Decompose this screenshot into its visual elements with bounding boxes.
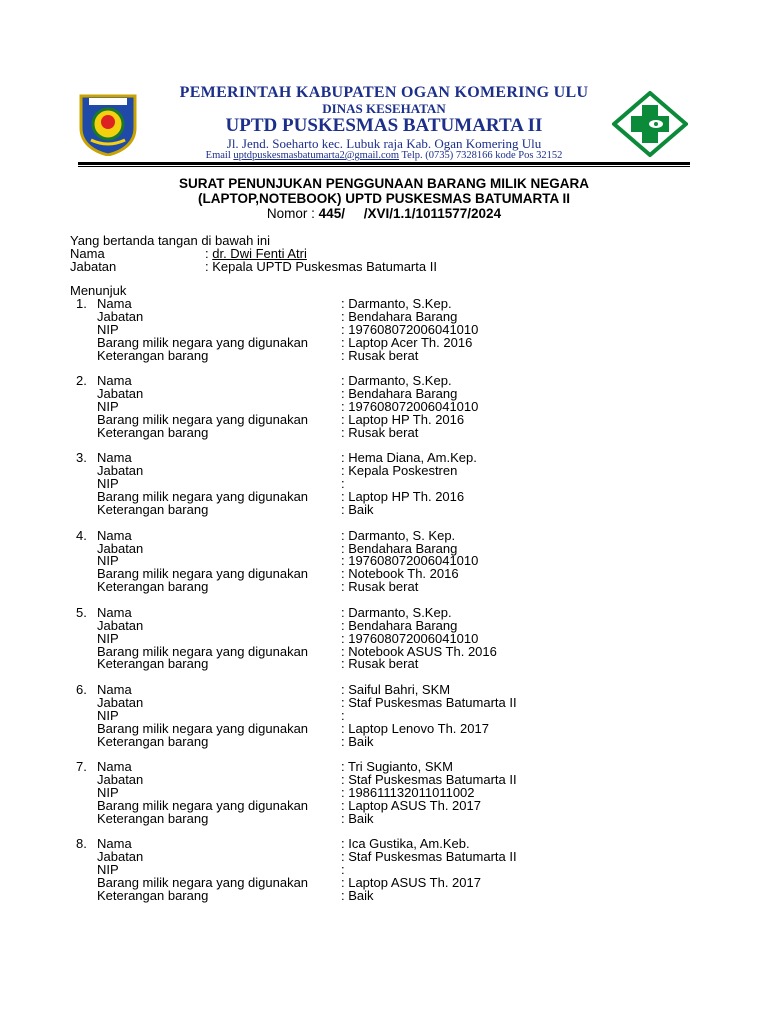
email-link[interactable]: uptdpuskesmasbatumarta2@gmail.com bbox=[233, 150, 400, 161]
entry-label-jabatan: Jabatan bbox=[97, 540, 144, 556]
entry-value-nama: : Ica Gustika, Am.Keb. bbox=[341, 836, 470, 852]
entry-value-keterangan: : Baik bbox=[341, 888, 374, 903]
entry-label-keterangan: Keterangan barang bbox=[97, 810, 209, 826]
entry-value-jabatan: : Kepala Poskestren bbox=[341, 463, 458, 479]
entry-value-barang: : Notebook ASUS Th. 2016 bbox=[341, 643, 497, 659]
entry-value-barang: : Laptop ASUS Th. 2017 bbox=[341, 875, 481, 891]
signer-name-colon: : bbox=[205, 246, 213, 261]
entry-label-nip: NIP bbox=[97, 476, 119, 492]
entry-value-jabatan: : Bendahara Barang bbox=[341, 308, 458, 324]
entry-label-jabatan: Jabatan bbox=[97, 463, 144, 479]
entry-label-barang: Barang milik negara yang digunakan bbox=[97, 411, 309, 427]
entry-value-barang: : Laptop ASUS Th. 2017 bbox=[341, 797, 481, 813]
entry-number: 6. bbox=[76, 682, 87, 697]
entry-label-nama: Nama bbox=[97, 450, 132, 466]
entry-value-nama: : Tri Sugianto, SKM bbox=[341, 759, 453, 775]
entry-label-jabatan: Jabatan bbox=[97, 694, 144, 710]
entry-value-jabatan: : Staf Puskesmas Batumarta II bbox=[341, 694, 517, 710]
email-label: Email bbox=[205, 150, 231, 161]
entry-value-nama: : Darmanto, S. Kep. bbox=[341, 527, 456, 543]
entry-label-nip: NIP bbox=[97, 321, 119, 337]
entry-label-barang: Barang milik negara yang digunakan bbox=[97, 489, 309, 505]
entry-value-keterangan: : Baik bbox=[341, 733, 374, 749]
entry-value-barang: : Notebook Th. 2016 bbox=[341, 566, 459, 582]
entry-value-nama: : Darmanto, S.Kep. bbox=[341, 604, 452, 620]
entry-label-nip: NIP bbox=[97, 785, 119, 800]
menunjuk-label: Menunjuk bbox=[70, 283, 127, 298]
entry-value-nip: : bbox=[341, 476, 345, 492]
entry-label-jabatan: Jabatan bbox=[97, 617, 144, 633]
contact-info: Telp. (0735) 7328166 kode Pos 32152 bbox=[401, 150, 563, 161]
entry-value-keterangan: : Baik bbox=[341, 810, 374, 826]
entry-label-nama: Nama bbox=[97, 604, 132, 620]
letterhead-institution: UPTD PUSKESMAS BATUMARTA II bbox=[225, 115, 543, 136]
entry-label-jabatan: Jabatan bbox=[97, 849, 144, 865]
entry-value-nama: : Darmanto, S.Kep. bbox=[341, 296, 452, 311]
entry-label-nip: NIP bbox=[97, 862, 119, 878]
entry-label-keterangan: Keterangan barang bbox=[97, 656, 209, 672]
entry-number: 5. bbox=[76, 604, 87, 620]
entry-label-nip: NIP bbox=[97, 630, 119, 646]
entry-label-keterangan: Keterangan barang bbox=[97, 888, 209, 903]
entry-label-nama: Nama bbox=[97, 682, 132, 697]
entry-value-keterangan: : Rusak berat bbox=[341, 656, 419, 672]
entry-label-nama: Nama bbox=[97, 836, 132, 852]
entry-label-nama: Nama bbox=[97, 527, 132, 543]
entry-value-jabatan: : Bendahara Barang bbox=[341, 617, 458, 633]
document-number bbox=[0, 206, 768, 221]
title-line-1: SURAT PENUNJUKAN PENGGUNAAN BARANG MILIK NEGARA bbox=[178, 176, 589, 191]
entry-number: 3. bbox=[76, 450, 87, 466]
entry-label-barang: Barang milik negara yang digunakan bbox=[97, 566, 309, 582]
entry-label-keterangan: Keterangan barang bbox=[97, 502, 209, 517]
entry-label-nip: NIP bbox=[97, 553, 119, 569]
entry-value-nip: : bbox=[341, 862, 345, 878]
letterhead-rule-thin bbox=[78, 166, 690, 167]
letterhead-rule bbox=[78, 162, 690, 165]
entry-label-barang: Barang milik negara yang digunakan bbox=[97, 720, 309, 736]
nomor-value: 445/ /XVI/1.1/1011577/2024 bbox=[318, 206, 502, 221]
signer-position-label: Jabatan bbox=[70, 259, 117, 274]
puskesmas-cross-logo bbox=[612, 91, 688, 157]
entry-value-barang: : Laptop HP Th. 2016 bbox=[341, 411, 465, 427]
entry-value-jabatan: : Staf Puskesmas Batumarta II bbox=[341, 849, 517, 865]
entry-number: 4. bbox=[76, 527, 87, 543]
entry-label-keterangan: Keterangan barang bbox=[97, 347, 209, 363]
entry-value-keterangan: : Baik bbox=[341, 502, 374, 517]
entry-label-jabatan: Jabatan bbox=[97, 772, 144, 788]
entry-label-barang: Barang milik negara yang digunakan bbox=[97, 875, 309, 891]
entry-value-nip: : 197608072006041010 bbox=[341, 399, 479, 414]
entry-value-keterangan: : Rusak berat bbox=[341, 424, 419, 440]
letterhead-address: Jl. Jend. Soeharto kec. Lubuk raja Kab. Ogan Komering Ulu bbox=[226, 136, 542, 151]
entry-value-nip: : 197608072006041010 bbox=[341, 321, 479, 337]
entry-label-nip: NIP bbox=[97, 707, 119, 723]
entry-value-keterangan: : Rusak berat bbox=[341, 579, 419, 595]
entry-label-keterangan: Keterangan barang bbox=[97, 424, 209, 440]
entry-value-jabatan: : Bendahara Barang bbox=[341, 386, 458, 402]
entry-label-keterangan: Keterangan barang bbox=[97, 733, 209, 749]
entry-number: 8. bbox=[76, 836, 87, 852]
title-line-2: (LAPTOP,NOTEBOOK) UPTD PUSKESMAS BATUMARTA II bbox=[197, 191, 570, 206]
entry-label-nama: Nama bbox=[97, 759, 132, 775]
document-title bbox=[0, 176, 768, 221]
signer-name-label: Nama bbox=[70, 246, 105, 261]
entry-label-barang: Barang milik negara yang digunakan bbox=[97, 797, 309, 813]
entry-number: 1. bbox=[76, 296, 87, 311]
entry-label-nip: NIP bbox=[97, 399, 119, 414]
entry-label-nama: Nama bbox=[97, 373, 132, 389]
entry-label-jabatan: Jabatan bbox=[97, 308, 144, 324]
entry-number: 2. bbox=[76, 373, 87, 389]
entry-value-nip: : bbox=[341, 707, 345, 723]
letterhead bbox=[0, 0, 768, 170]
entry-value-nip: : 197608072006041010 bbox=[341, 553, 479, 569]
nomor-label: Nomor : bbox=[266, 206, 319, 221]
entry-value-jabatan: : Staf Puskesmas Batumarta II bbox=[341, 772, 517, 788]
entry-number: 7. bbox=[76, 759, 87, 775]
entry-value-jabatan: : Bendahara Barang bbox=[341, 540, 458, 556]
entry-value-barang: : Laptop Lenovo Th. 2017 bbox=[341, 720, 489, 736]
letterhead-department: DINAS KESEHATAN bbox=[322, 101, 446, 116]
entry-value-nama: : Hema Diana, Am.Kep. bbox=[341, 450, 477, 466]
letterhead-government: PEMERINTAH KABUPATEN OGAN KOMERING ULU bbox=[179, 84, 589, 101]
entry-label-jabatan: Jabatan bbox=[97, 386, 144, 402]
signer-position: : Kepala UPTD Puskesmas Batumarta II bbox=[205, 259, 437, 274]
entry-value-barang: : Laptop HP Th. 2016 bbox=[341, 489, 465, 505]
entry-value-keterangan: : Rusak berat bbox=[341, 347, 419, 363]
entry-value-nama: : Darmanto, S.Kep. bbox=[341, 373, 452, 389]
entry-value-nip: : 198611132011011002 bbox=[341, 785, 475, 800]
entry-label-keterangan: Keterangan barang bbox=[97, 579, 209, 595]
entry-value-nip: : 197608072006041010 bbox=[341, 630, 479, 646]
signer-name-value: dr. Dwi Fenti Atri bbox=[212, 246, 307, 261]
entry-label-nama: Nama bbox=[97, 296, 132, 311]
intro-line: Yang bertanda tangan di bawah ini bbox=[70, 233, 270, 248]
entry-label-barang: Barang milik negara yang digunakan bbox=[97, 643, 309, 659]
entry-value-nama: : Saiful Bahri, SKM bbox=[341, 682, 451, 697]
entry-label-barang: Barang milik negara yang digunakan bbox=[97, 334, 309, 350]
entry-value-barang: : Laptop Acer Th. 2016 bbox=[341, 334, 473, 350]
